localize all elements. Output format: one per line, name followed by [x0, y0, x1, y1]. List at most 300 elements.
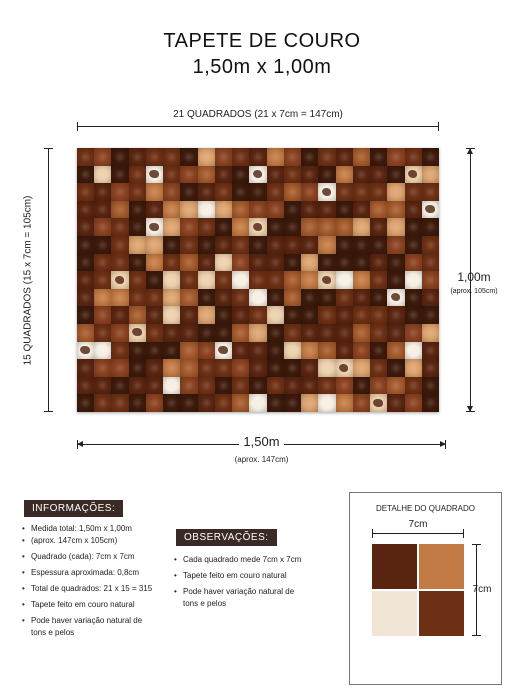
rug-tile	[198, 166, 215, 184]
rug-tile	[336, 324, 353, 342]
rug-tile	[111, 377, 128, 395]
rug-tile	[111, 394, 128, 412]
rug-tile	[336, 271, 353, 289]
rug-tile	[318, 359, 335, 377]
rug-tile	[405, 236, 422, 254]
rug-tile	[422, 148, 439, 166]
rug-tile	[353, 324, 370, 342]
rug-tile	[215, 148, 232, 166]
rug-tile	[198, 324, 215, 342]
rug-tile	[267, 377, 284, 395]
rug-tile	[180, 306, 197, 324]
rug-tile	[370, 289, 387, 307]
rug-tile	[146, 218, 163, 236]
rug-tile	[129, 236, 146, 254]
rug-tile	[111, 148, 128, 166]
rug-tile	[129, 201, 146, 219]
rug-tile	[370, 201, 387, 219]
rug-tile	[146, 236, 163, 254]
rug-tile	[94, 324, 111, 342]
detail-tile	[372, 591, 417, 636]
rug-tile	[163, 148, 180, 166]
rug-tile	[180, 183, 197, 201]
rug-tile	[198, 289, 215, 307]
top-dimension-line	[77, 126, 439, 127]
rug-tile	[111, 306, 128, 324]
rug-tile	[353, 342, 370, 360]
rug-tile	[336, 306, 353, 324]
rug-tile	[215, 201, 232, 219]
rug-tile	[180, 254, 197, 272]
rug-tile	[387, 394, 404, 412]
rug-tile	[249, 377, 266, 395]
rug-tile	[301, 289, 318, 307]
rug-tile	[232, 342, 249, 360]
rug-tile	[163, 271, 180, 289]
rug-tile	[284, 183, 301, 201]
observations-section	[176, 527, 277, 546]
rug-tile	[232, 306, 249, 324]
rug-tile	[267, 324, 284, 342]
left-dimension-wrap	[14, 148, 42, 412]
info-item	[22, 615, 172, 639]
info-section	[24, 498, 123, 517]
rug-tile	[370, 218, 387, 236]
rug-tile	[77, 183, 94, 201]
rug-tile	[318, 236, 335, 254]
rug-tile	[301, 183, 318, 201]
rug-tile	[249, 166, 266, 184]
rug-tile	[163, 377, 180, 395]
top-dimension-label: 21 QUADRADOS (21 x 7cm = 147cm)	[173, 109, 343, 120]
rug-tile	[387, 236, 404, 254]
rug-tile	[301, 271, 318, 289]
detail-height-label: 7cm	[472, 584, 492, 595]
rug-tile	[163, 236, 180, 254]
rug-tile	[146, 148, 163, 166]
rug-tile	[180, 236, 197, 254]
rug-tile	[353, 148, 370, 166]
rug-tile	[129, 148, 146, 166]
rug-tile	[405, 394, 422, 412]
rug-tile	[301, 324, 318, 342]
rug-tile	[318, 394, 335, 412]
rug-tile	[267, 289, 284, 307]
rug-tile	[284, 254, 301, 272]
rug-tile	[232, 254, 249, 272]
rug-tile	[94, 183, 111, 201]
rug-tile	[198, 183, 215, 201]
rug-tile	[370, 359, 387, 377]
rug-tile	[387, 254, 404, 272]
info-item: • Medida total: 1,50m x 1,00m	[22, 523, 172, 535]
rug-tile	[129, 289, 146, 307]
observation-item	[174, 586, 334, 610]
rug-tile	[146, 342, 163, 360]
rug-tile	[284, 166, 301, 184]
rug-tile	[370, 342, 387, 360]
observation-item-text: Pode haver variação natural de	[183, 587, 295, 596]
rug-tile	[198, 342, 215, 360]
rug-tile	[146, 289, 163, 307]
rug-tile	[370, 271, 387, 289]
info-item: • Total de quadrados: 21 x 15 = 315	[22, 583, 172, 595]
rug-tile	[215, 359, 232, 377]
rug-tile	[198, 201, 215, 219]
rug-tile	[301, 166, 318, 184]
rug-tile	[129, 218, 146, 236]
rug-tile	[336, 218, 353, 236]
rug-tile	[129, 183, 146, 201]
square-detail-box	[349, 492, 502, 685]
rug-tile	[146, 166, 163, 184]
rug-tile	[146, 271, 163, 289]
rug-tile	[180, 394, 197, 412]
rug-tile	[249, 306, 266, 324]
rug-tile	[180, 289, 197, 307]
rug-tile	[405, 342, 422, 360]
rug-tile	[336, 148, 353, 166]
rug-tile	[198, 218, 215, 236]
rug-tile	[232, 148, 249, 166]
rug-tile	[94, 218, 111, 236]
rug-tile	[405, 201, 422, 219]
rug-tile	[422, 166, 439, 184]
rug-tile	[111, 324, 128, 342]
rug-tile	[180, 324, 197, 342]
rug-tile	[336, 236, 353, 254]
rug-tile	[318, 218, 335, 236]
rug-tile	[129, 359, 146, 377]
leather-rug-grid	[77, 148, 439, 412]
rug-tile	[267, 148, 284, 166]
rug-tile	[111, 254, 128, 272]
rug-tile	[249, 254, 266, 272]
rug-tile	[146, 324, 163, 342]
rug-tile	[284, 359, 301, 377]
rug-tile	[353, 166, 370, 184]
rug-tile	[267, 342, 284, 360]
rug-tile	[94, 359, 111, 377]
rug-tile	[301, 201, 318, 219]
rug-tile	[284, 289, 301, 307]
rug-tile	[353, 377, 370, 395]
bottom-dimension-main-wrap	[77, 434, 446, 449]
rug-tile	[249, 394, 266, 412]
rug-tile	[405, 377, 422, 395]
rug-tile	[163, 359, 180, 377]
rug-tile	[370, 236, 387, 254]
rug-tile	[129, 254, 146, 272]
rug-tile	[353, 289, 370, 307]
observation-item: • Cada quadrado mede 7cm x 7cm	[174, 554, 334, 566]
rug-tile	[422, 342, 439, 360]
rug-tile	[336, 201, 353, 219]
rug-tile	[232, 183, 249, 201]
rug-tile	[77, 377, 94, 395]
rug-tile	[180, 342, 197, 360]
rug-tile	[301, 359, 318, 377]
rug-tile	[422, 201, 439, 219]
info-title: INFORMAÇÕES:	[24, 500, 123, 517]
rug-tile	[249, 183, 266, 201]
rug-tile	[111, 289, 128, 307]
rug-tile	[77, 148, 94, 166]
rug-tile	[163, 166, 180, 184]
rug-tile	[111, 183, 128, 201]
rug-tile	[77, 359, 94, 377]
rug-tile	[111, 236, 128, 254]
info-item-text: Pode haver variação natural de	[31, 616, 143, 625]
rug-tile	[387, 359, 404, 377]
rug-tile	[318, 377, 335, 395]
rug-tile	[318, 201, 335, 219]
rug-tile	[353, 271, 370, 289]
rug-tile	[267, 271, 284, 289]
rug-tile	[301, 377, 318, 395]
detail-width-line	[372, 533, 464, 534]
page-title: TAPETE DE COURO	[163, 30, 361, 52]
rug-tile	[284, 148, 301, 166]
rug-tile	[267, 394, 284, 412]
rug-tile	[405, 324, 422, 342]
rug-tile	[284, 201, 301, 219]
rug-tile	[387, 306, 404, 324]
rug-tile	[249, 289, 266, 307]
detail-width-label: 7cm	[408, 519, 428, 530]
detail-square-sample	[372, 544, 464, 636]
rug-tile	[267, 218, 284, 236]
rug-tile	[94, 289, 111, 307]
rug-tile	[215, 236, 232, 254]
rug-tile	[422, 394, 439, 412]
rug-tile	[146, 201, 163, 219]
rug-tile	[94, 377, 111, 395]
rug-tile	[77, 218, 94, 236]
rug-tile	[198, 254, 215, 272]
info-item	[22, 535, 172, 547]
rug-tile	[77, 306, 94, 324]
rug-tile	[353, 236, 370, 254]
rug-tile	[318, 183, 335, 201]
rug-tile	[94, 166, 111, 184]
rug-tile	[422, 377, 439, 395]
rug-tile	[249, 148, 266, 166]
rug-tile	[267, 306, 284, 324]
observations-list	[174, 554, 334, 614]
arrow-up-icon	[467, 148, 473, 154]
rug-tile	[146, 359, 163, 377]
rug-tile	[215, 342, 232, 360]
rug-tile	[180, 218, 197, 236]
rug-tile	[422, 271, 439, 289]
rug-tile	[284, 377, 301, 395]
right-dimension-sub: (aprox. 105cm)	[450, 288, 498, 295]
rug-tile	[215, 254, 232, 272]
rug-tile	[284, 271, 301, 289]
rug-tile	[129, 324, 146, 342]
rug-tile	[94, 342, 111, 360]
rug-tile	[232, 271, 249, 289]
rug-tile	[249, 236, 266, 254]
rug-tile	[284, 342, 301, 360]
rug-tile	[198, 377, 215, 395]
rug-tile	[318, 324, 335, 342]
rug-tile	[336, 377, 353, 395]
rug-tile	[215, 394, 232, 412]
rug-tile	[405, 218, 422, 236]
rug-tile	[163, 201, 180, 219]
rug-tile	[111, 201, 128, 219]
rug-tile	[353, 183, 370, 201]
rug-tile	[301, 306, 318, 324]
rug-tile	[353, 306, 370, 324]
rug-tile	[387, 324, 404, 342]
rug-tile	[232, 289, 249, 307]
rug-tile	[198, 394, 215, 412]
observation-item-text: tons e pelos	[183, 599, 227, 608]
rug-tile	[232, 236, 249, 254]
rug-tile	[198, 359, 215, 377]
detail-tile	[372, 544, 417, 589]
rug-tile	[370, 324, 387, 342]
rug-tile	[163, 342, 180, 360]
rug-tile	[129, 342, 146, 360]
info-item: • Quadrado (cada): 7cm x 7cm	[22, 551, 172, 563]
bottom-dimension-main: 1,50m	[239, 434, 283, 449]
rug-tile	[284, 324, 301, 342]
rug-tile	[336, 342, 353, 360]
rug-tile	[77, 201, 94, 219]
rug-tile	[198, 236, 215, 254]
rug-tile	[94, 306, 111, 324]
rug-tile	[215, 271, 232, 289]
rug-tile	[180, 148, 197, 166]
rug-tile	[129, 271, 146, 289]
info-item: • Tapete feito em couro natural	[22, 599, 172, 611]
rug-tile	[163, 218, 180, 236]
rug-tile	[387, 377, 404, 395]
rug-tile	[284, 218, 301, 236]
rug-tile	[301, 218, 318, 236]
rug-tile	[180, 166, 197, 184]
info-item-text: tons e pelos	[31, 628, 75, 637]
rug-tile	[77, 166, 94, 184]
rug-tile	[111, 359, 128, 377]
rug-tile	[387, 218, 404, 236]
info-list	[22, 523, 172, 643]
rug-tile	[387, 148, 404, 166]
rug-tile	[267, 201, 284, 219]
rug-tile	[336, 394, 353, 412]
rug-tile	[77, 271, 94, 289]
rug-tile	[318, 289, 335, 307]
rug-tile	[387, 289, 404, 307]
rug-tile	[405, 289, 422, 307]
rug-tile	[215, 306, 232, 324]
rug-tile	[370, 148, 387, 166]
rug-tile	[77, 236, 94, 254]
rug-tile	[163, 254, 180, 272]
rug-tile	[353, 359, 370, 377]
left-dimension-line	[48, 148, 49, 412]
rug-tile	[422, 183, 439, 201]
rug-tile	[318, 342, 335, 360]
rug-tile	[318, 254, 335, 272]
rug-tile	[215, 166, 232, 184]
rug-tile	[232, 377, 249, 395]
rug-tile	[163, 183, 180, 201]
rug-tile	[215, 324, 232, 342]
rug-tile	[111, 271, 128, 289]
rug-tile	[336, 254, 353, 272]
rug-tile	[405, 148, 422, 166]
rug-tile	[94, 254, 111, 272]
rug-tile	[129, 394, 146, 412]
rug-tile	[405, 271, 422, 289]
rug-tile	[422, 236, 439, 254]
rug-tile	[284, 394, 301, 412]
rug-tile	[215, 377, 232, 395]
rug-tile	[422, 324, 439, 342]
rug-tile	[370, 166, 387, 184]
detail-tile	[419, 591, 464, 636]
rug-tile	[198, 148, 215, 166]
rug-tile	[232, 201, 249, 219]
rug-tile	[387, 183, 404, 201]
rug-tile	[301, 394, 318, 412]
rug-tile	[301, 236, 318, 254]
rug-tile	[111, 342, 128, 360]
rug-tile	[129, 166, 146, 184]
rug-tile	[215, 183, 232, 201]
rug-tile	[405, 166, 422, 184]
rug-tile	[198, 306, 215, 324]
detail-tile	[419, 544, 464, 589]
rug-tile	[267, 359, 284, 377]
rug-tile	[146, 183, 163, 201]
rug-tile	[146, 254, 163, 272]
rug-tile	[146, 394, 163, 412]
rug-tile	[94, 201, 111, 219]
rug-tile	[370, 306, 387, 324]
rug-tile	[336, 289, 353, 307]
rug-tile	[232, 218, 249, 236]
rug-tile	[180, 377, 197, 395]
rug-tile	[77, 289, 94, 307]
rug-tile	[318, 166, 335, 184]
rug-tile	[249, 324, 266, 342]
rug-tile	[353, 254, 370, 272]
rug-tile	[422, 289, 439, 307]
rug-tile	[370, 377, 387, 395]
rug-tile	[146, 377, 163, 395]
info-item-text: (aprox. 147cm x 105cm)	[31, 536, 118, 545]
rug-tile	[267, 183, 284, 201]
rug-tile	[249, 359, 266, 377]
observations-title: OBSERVAÇÕES:	[176, 529, 277, 546]
rug-tile	[301, 254, 318, 272]
rug-tile	[198, 271, 215, 289]
rug-tile	[318, 148, 335, 166]
rug-tile	[163, 394, 180, 412]
rug-tile	[387, 271, 404, 289]
rug-tile	[336, 166, 353, 184]
rug-tile	[422, 359, 439, 377]
rug-tile	[405, 183, 422, 201]
rug-tile	[129, 377, 146, 395]
rug-tile	[215, 289, 232, 307]
